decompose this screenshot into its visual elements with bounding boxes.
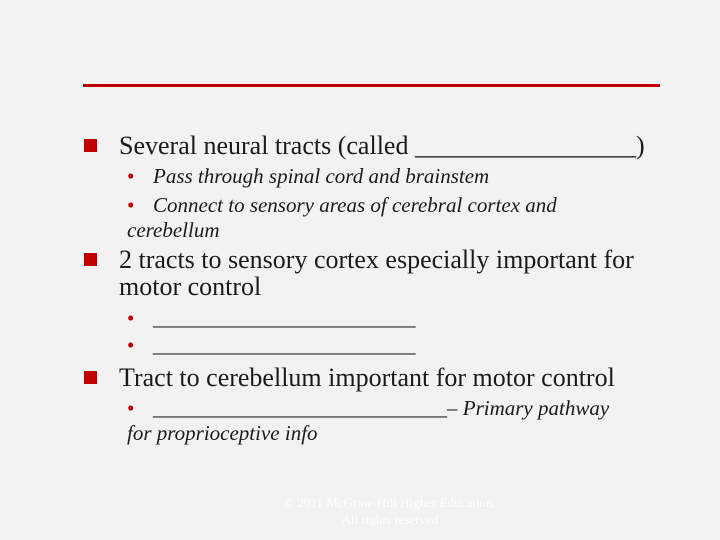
copyright-footer: [200, 494, 580, 528]
sub-bullet-blank: _________________________: [153, 333, 416, 357]
sub-bullet-text: ____________________________– Primary pathway for proprioceptive info: [127, 396, 610, 445]
bullet-text: 2 tracts to sensory cortex especially important for motor control: [119, 245, 634, 301]
sub-bullet-item: [127, 164, 647, 189]
bullet-item-sensory-cortex-tracts: [84, 246, 694, 300]
bullet-item-cerebellum-tract: [84, 364, 694, 391]
dot-bullet-icon: •: [127, 306, 135, 330]
dot-bullet-icon: •: [127, 193, 135, 217]
sub-bullet-text: Pass through spinal cord and brainstem: [153, 164, 490, 188]
rights-line: All rights reserved: [341, 512, 439, 527]
copyright-line: © 2011 McGraw-Hill Higher Education.: [284, 495, 496, 510]
title-underline-rule: [83, 84, 660, 87]
square-bullet-icon: [84, 139, 97, 152]
dot-bullet-icon: •: [127, 396, 135, 420]
sub-bullet-text: Connect to sensory areas of cerebral cortex and cerebellum: [127, 193, 557, 242]
square-bullet-icon: [84, 253, 97, 266]
sub-bullet-item: [127, 333, 647, 358]
dot-bullet-icon: •: [127, 333, 135, 357]
sub-bullet-item: [127, 193, 647, 243]
bullet-text: Several neural tracts (called _________________): [119, 131, 645, 160]
square-bullet-icon: [84, 371, 97, 384]
bullet-text: Tract to cerebellum important for motor control: [119, 363, 615, 392]
sub-bullet-item: [127, 396, 627, 446]
sub-bullet-blank: _________________________: [153, 306, 416, 330]
bullet-item-neural-tracts: [84, 132, 694, 159]
sub-bullet-item: [127, 306, 647, 331]
dot-bullet-icon: •: [127, 164, 135, 188]
